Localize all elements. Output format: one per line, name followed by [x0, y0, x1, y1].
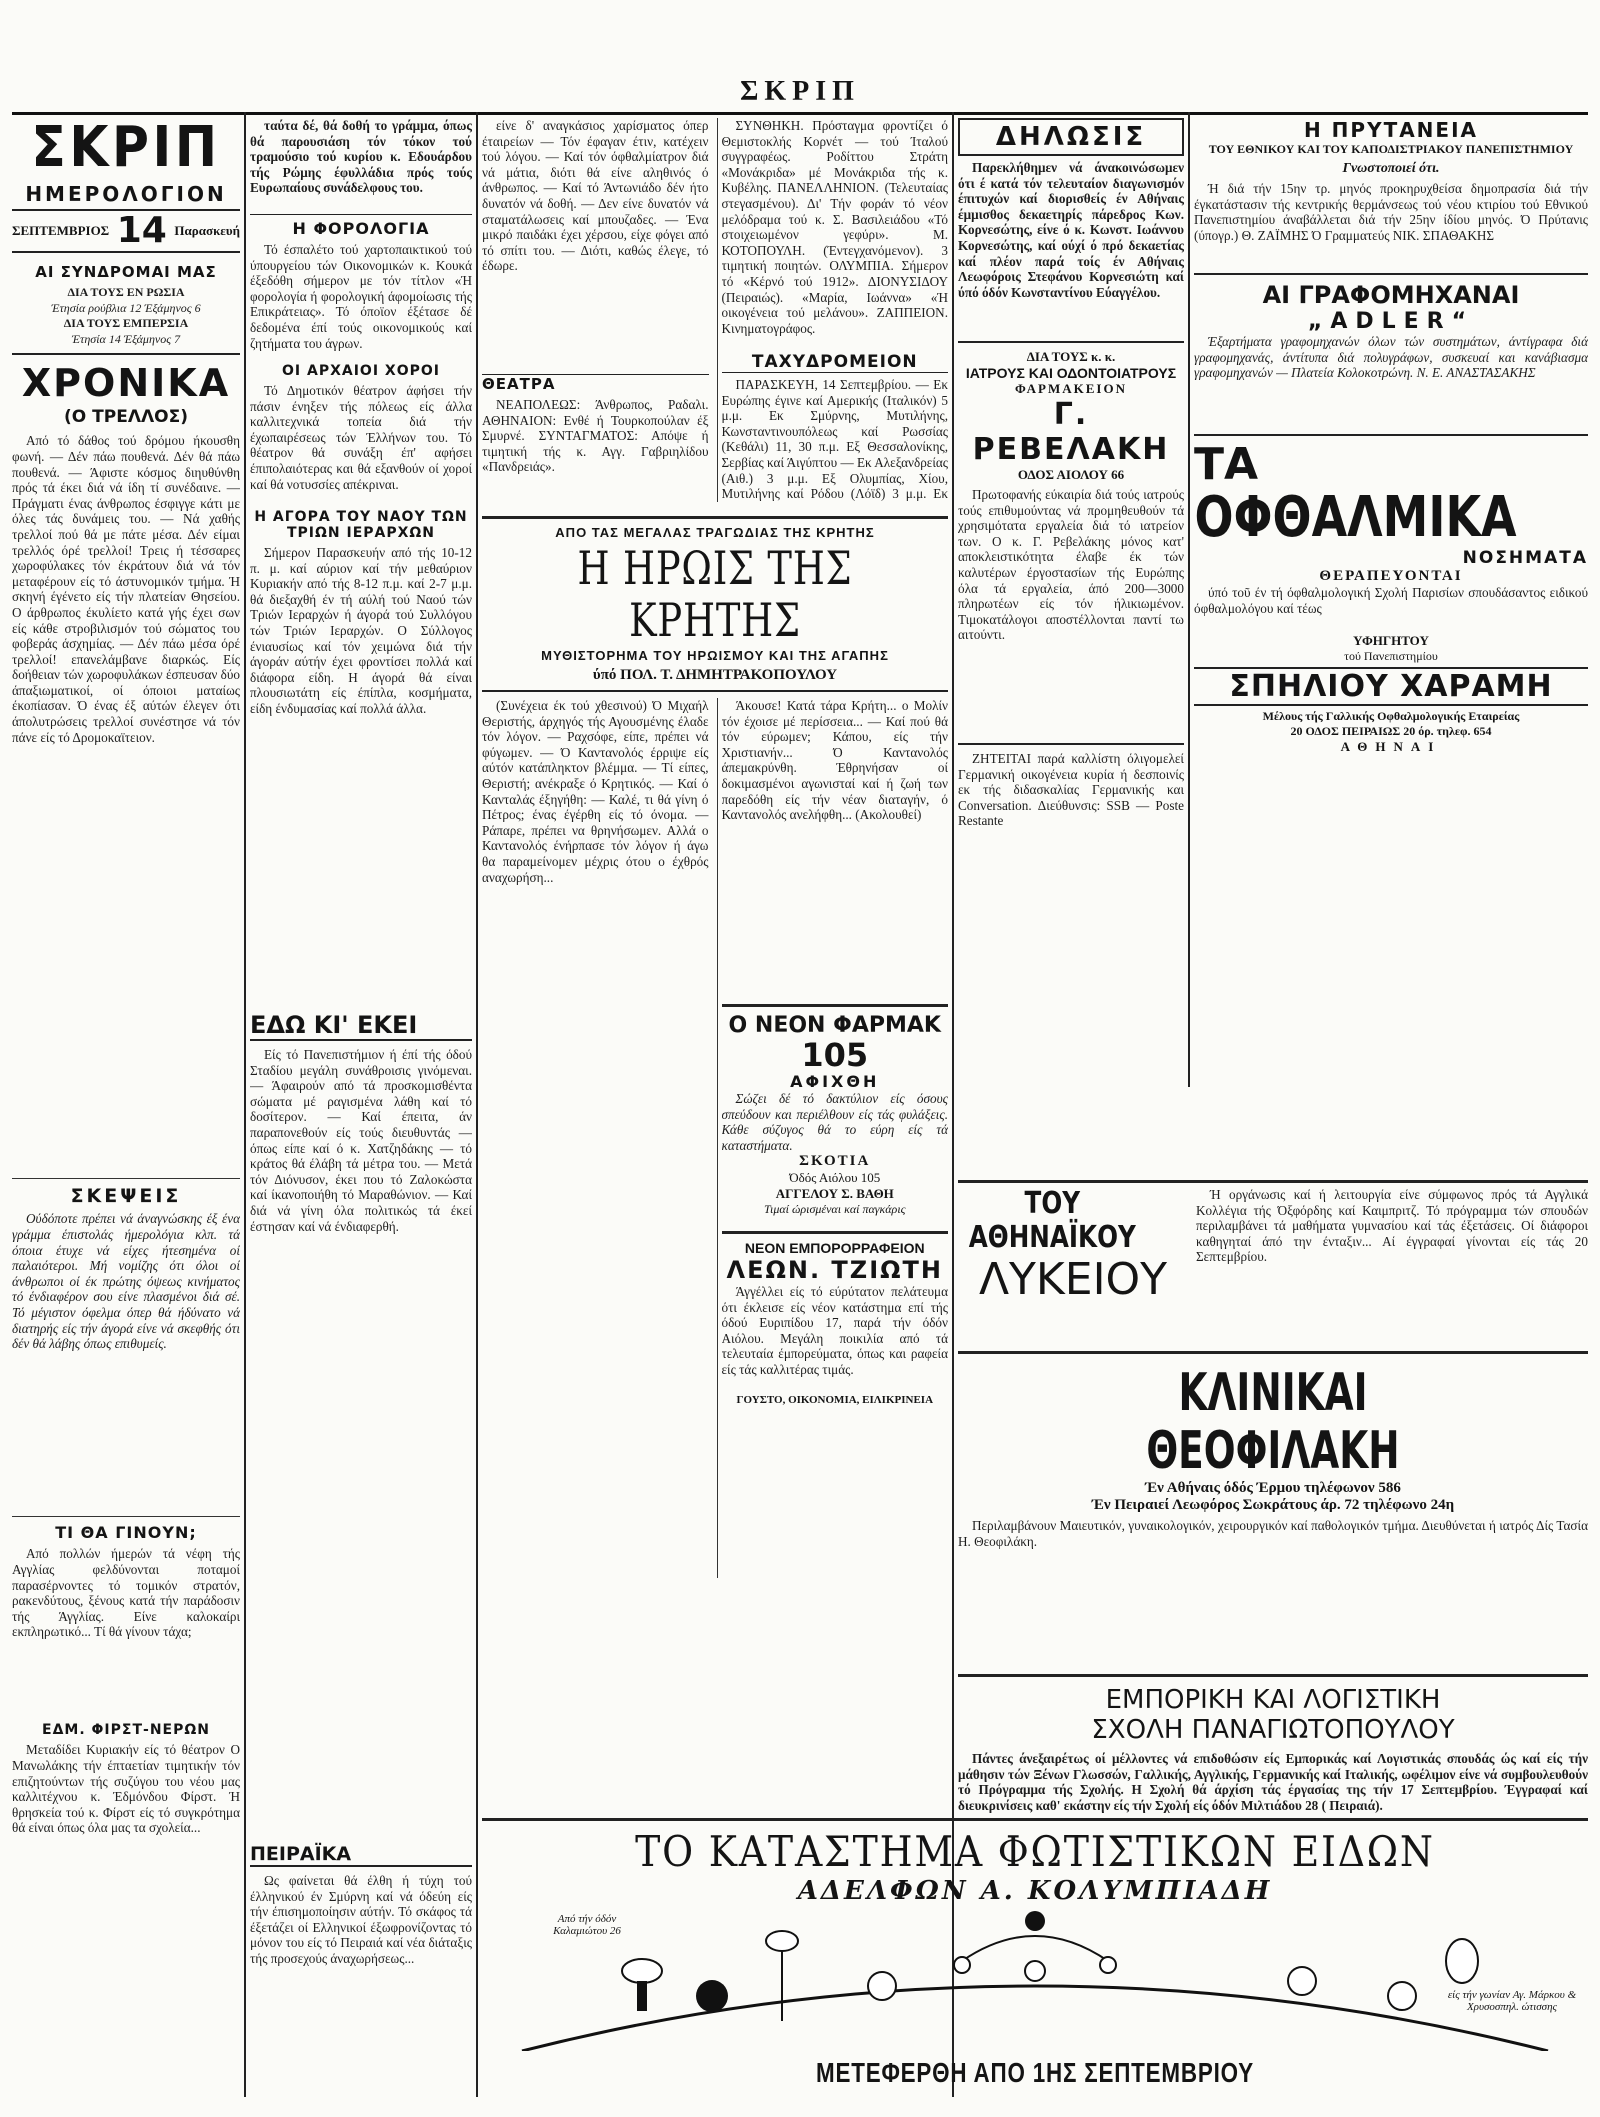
skotia-owner: ΑΓΓΕΛΟΥ Σ. ΒΑΘΗ	[775, 1186, 894, 1201]
adler-body: Έξαρτήματα γραφομηχανών όλων τών συστημάτων, άντίγραφα διά γραφομηχανάς, άντίτυπα διά πολυγράφων, συσκευαί και κανάβιασμα γραφομηχανών — Πλατεία Κολοκοτρώνη. Ν. Ε. ΑΝΑΣΤΑΣΑΚΗΣ	[1194, 334, 1588, 381]
ofthalmika-ta: ΤΑ	[1194, 439, 1259, 490]
serial-subtitle: ΜΥΘΙΣΤΟΡΗΜΑ ΤΟΥ ΗΡΩΙΣΜΟΥ ΚΑΙ ΤΗΣ ΑΓΑΠΗΣ	[541, 648, 889, 663]
lamp-icon	[766, 1931, 798, 2021]
sub-line: ΔΙΑ ΤΟΥΣ ΕΝ ΡΩΣΙΑ	[67, 285, 185, 299]
column-rule	[1188, 112, 1190, 1087]
calendar-label: ΗΜΕΡΟΛΟΓΙΟΝ	[25, 182, 227, 206]
emporo-body: Άγγέλλει είς τό εύρύτατον πελάτευμα ότι έκλεισε είς νέον κατάστημα επί τής όδού Ευριπίδου 17, παρά τήν όδόν Αιόλου. Μεγάλη ποικιλία από τά τελευταία έμπορεύματα, όπως και ραφεία είς τάς καλλιτέρας τιμάς.	[721, 1284, 948, 1377]
chronika-head: ΧΡΟΝΙΚΑ	[21, 361, 231, 406]
lamps-illustration	[482, 1901, 1588, 2051]
moved-notice: ΜΕΤΕΦΕΡΘΗ ΑΠΟ 1ΗΣ ΣΕΠΤΕΜΒΡΙΟΥ	[816, 2057, 1254, 2088]
revelaki-address: ΟΔΟΣ ΑΙΟΛΟΥ 66	[1017, 467, 1125, 482]
date-box	[12, 209, 240, 253]
from-address: Από τήν όδόν Καλαμιώτου 26	[553, 1913, 621, 1937]
column-1	[12, 118, 240, 2098]
agora-body: Σήμερον Παρασκευήν από τής 10-12 π. μ. καί αύριον καί τήν μεθαύριον Κυριακήν από τής 8-12 π.μ. καί 2-7 μ.μ. θά διεξαχθή έν τή αύλή τού Ναού τών Τριών Ιεραρχών ή άγορά τού Συλλόγου τών Τριών Ιεραρχών. Ο Σύλλογος ένιαυσίως καί τόν χειμώνα διά τήν άγοράν αύτήν έχει φροντίσει πολλά καί διάφορα είδη. Η άγορά θά είναι πλουσιωτάτη είς έπίπλα, κοσμήματα, είδη ένδυμασίας καί πολλά άλλα.	[250, 545, 472, 716]
month: ΣΕΠΤΕΜΒΡΙΟΣ	[12, 223, 110, 238]
sub-line: Έτησία 14 Έξάμηνος 7	[71, 331, 181, 346]
theatra-head: ΘΕΑΤΡΑ	[482, 374, 709, 393]
dilosis-body: Παρεκλήθημεν νά άνακοινώσωμεν ότι έ κατά τόν τελευταίον διαγωνισμόν έπιτυχών καί διορισθείς έν Αθήναις έμμισθος δεκαετηρίς πάρεδρος Κων. Κορνεσώτης, είνε ό κ. Κωνστ. Ιωάννου Κορνεσώτης, καί ούχί ό πρό δεκαετίας καί πλέον παρά τοίς έν Αθήναις Λεωφόροις Στεφάνου Κορνεσιώτη καί ύπό όδόν Κωνσταντίνου Εύαγγέλου.	[958, 160, 1184, 300]
ofthalmika-head: ΟΦΘΑΛΜΙΚΑ	[1194, 485, 1517, 550]
serial-title: Η ΗΡΩΙΣ ΤΗΣ ΚΡΗΤΗΣ	[577, 541, 853, 647]
prytaneia-announce: Γνωστοποιεί ότι.	[1342, 161, 1440, 176]
skotia-name: ΣΚΟΤΙΑ	[799, 1153, 871, 1169]
peiraika-body: Ως φαίνεται θά έλθη ή τύχη τού έλληνικού έν Σμύρνη καί νά όδεύη είς τήν έπισημοποίησιν αύτήν. Τό σκάφος τά έξετάζει οί Ελληνικοί έξωφρονίζοντας τό μόνον του είς τό Πειραιά καί νέα διάταξις τής προσεχούς άναχωρήσεως...	[250, 1873, 472, 1966]
chandelier-icon	[954, 1911, 1116, 1981]
intro-text: ταύτα δέ, θά δοθή το γράμμα, όπως θά παρουσιάση τόν τόκον τού τραμούσιο τού κυρίου κ. Εδουάρδου τής Ρώμης έφυλλάδια πρός τούς Ευρωπαίους συνάδελφους του.	[250, 118, 472, 196]
forologia-head: Η ΦΟΡΟΛΟΓΙΑ	[250, 214, 472, 238]
lykeion-title-1: ΤΟΥ ΑΘΗΝΑΪΚΟΥ	[968, 1186, 1136, 1255]
serial-body-left: (Συνέχεια έκ τού χθεσινού) Ό Μιχαήλ Θεριστής, άρχηγός τής Αγουσμένης έλαδε τόν λόγον. — Ραχσόφε, είπε, πρέπει νά φύγωμεν. — Ό Καντανολός έρριψε είς αύτόν κατάπληκτον βλέμμα. — Τί είπες, Θεριστή; ανέκραξε ό Κρητικός. — Καί ό Κανταλάς έξηγήθη: — Καλέ, τι θά γίνη ό Πέτρος; ένας έγέρθη είς τό όνομα. — Ράπαρε, πρέπει να θρηνήσωμεν. Αλλά ο Καντανολός ένήρπασε τόν λόγον ή άγω θα παραμείνομεν μέχρις ότου ο έχθρός αναχωρήση...	[482, 698, 709, 885]
spiliou-sub: Μέλους τής Γαλλικής Οφθαλμολογικής Εταιρείας	[1262, 709, 1520, 723]
lykeion-body: Ή οργάνωσις καί ή λειτουργία είνε σύμφωνος πρός τά Αγγλικά Κολλέγια τής Όξφόρδης καί Καιμπριτζ. Τό πρόγραμμα τών σπουδών περιλαμβάνει τά μαθήματα γυμνασίου καί τάς έξετάσεις. Οί διάφοροι καθηγηταί άπό την ένταξιν... Αί έγγραφαί γίνονται είς τάς 20 Σεπτεμβρίου.	[1196, 1187, 1588, 1265]
chronika-sub: (Ο ΤΡΕΛΛΟΣ)	[64, 407, 188, 428]
lamp-icon	[622, 1959, 662, 2011]
skepseis-head: ΣΚΕΨΕΙΣ	[70, 1185, 182, 1208]
revelaki-for: ΔΙΑ ΤΟΥΣ κ. κ.	[1026, 349, 1116, 364]
ofthalmika-body: ύπό τοῦ έν τή όφθαλμολογική Σχολή Παρισίων σπουδάσαντος ειδικού όφθαλμολόγου καί τέως	[1194, 585, 1588, 616]
prytaneia-head: Η ΠΡΥΤΑΝΕΙΑ	[1303, 118, 1479, 142]
prytaneia-body: Ή διά τήν 15ην τρ. μηνός προκηρυχθείσα δημοπρασία διά τήν έγκατάστασιν τής κεντρικής θερμάνσεως τού νέου κτιρίου τού Εθνικού Πανεπιστημίου άναβάλλεται διά τήν 25ην ίδίου μηνός. Ό Πρύτανις (ύπογρ.) Θ. ΖΑΪΜΗΣ Ό Γραμματεύς ΝΙΚ. ΣΠΑΘΑΚΗΣ	[1194, 181, 1588, 243]
column-rule	[476, 112, 478, 2097]
dilosis-head: ΔΗΛΩΣΙΣ	[958, 118, 1184, 156]
sub-line: ΔΙΑ ΤΟΥΣ ΕΜΠΕΡΣΙΑ	[63, 316, 189, 331]
peiraika-head: ΠΕΙΡΑΪΚΑ	[250, 1843, 472, 1867]
farmakis-number: 105	[801, 1036, 869, 1074]
klinikai-piraeus: Έν Πειραιεί Λεωφόρος Σωκράτους άρ. 72 τηλέφωνο 24η	[1091, 1497, 1455, 1513]
serial-author: ύπό ΠΟΛ. Τ. ΔΗΜΗΤΡΑΚΟΠΟΥΛΟΥ	[592, 667, 838, 683]
spiliou-name: ΣΠΗΛΙΟΥ ΧΑΡΑΜΗ	[1194, 667, 1588, 706]
column-2	[250, 118, 472, 2098]
taxydromeion-head: ΤΑΧΥΔΡΟΜΕΙΟΝ	[722, 352, 949, 373]
firts-body: Μεταδίδει Κυριακήν είς τό θέατρον Ο Μανωλάκης τήν έπταετίαν τιμητικήν τόν επιζητούντων τής συζύγου του νέου μας καλλιτέχνου κ. Έδμόνδου Φίρστ. Ή θρησκεία τού κ. Φίρστ είς τό συγκρότημα θά είναι όπως όλα μας τα σχολεία...	[12, 1742, 240, 1836]
tziotis-name: ΛΕΩΝ. ΤΖΙΩΤΗ	[726, 1256, 943, 1284]
yfigitou: ΥΦΗΓΗΤΟΥ	[1353, 633, 1429, 648]
theatra-body: ΝΕΑΠΟΛΕΩΣ: Άνθρωπος, Ραδαλι. ΑΘΗΝΑΙΟΝ: Ενθέ ή Τουρκοπούλαν έξ Σμυρνέ. ΣΥΝΤΑΓΜΑΤΟΣ: Απόψε ή τιμητική τής κ. Αγγ. Γαβριηλίδου «Πανδρειάς».	[482, 397, 709, 475]
klinikai-body: Περιλαμβάνουν Μαιευτικόν, γυναικολογικόν, χειρουργικόν καί παθολογικόν τμήμα. Διευθύνεται ή ιατρός Δίς Τασία Η. Θεοφιλάκη.	[958, 1518, 1588, 1549]
afixi-head: ΑΦΙΧΘΗ	[790, 1072, 880, 1091]
skotia-address: Όδός Αιόλου 105	[789, 1170, 881, 1185]
emporiki-head: ΕΜΠΟΡΙΚΗ ΚΑΙ ΛΟΓΙΣΤΙΚΗ	[1105, 1685, 1441, 1715]
misc-items: είνε δ' αναγκάσιος χαρίσματος όπερ έταιρείων — Τόν έφαγαν έτιν, κατέχειν τού λόγου. — Καί τόν όφθαλμίατρον διά νά μάτια, διότι θά είνε αληθινός ό άνθρωπος. — Καί τό Άντωνιάδο δέν ήτο δυνατόν νά δοθή. — Δεν είνε δυνατόν νά σταματάλωσεις καί μπουζαδες. — Ένα μικρό παιδάκι έχει χέρσου, είχε φόγει από τό σπίτι του. — Διότι, καθώς έλεγε, τό έδωρε.	[482, 118, 709, 274]
column-rule	[244, 112, 246, 2097]
to-address: είς τήν γωνίαν Αγ. Μάρκου & Χρυσοσπηλ. ώτισσης	[1447, 1989, 1577, 2013]
header-rule	[12, 112, 1588, 115]
chronika-body: Από τό δάθος τού δρόμου ήκουσθη φωνή. — Δέν πάω πουθενά. Δέν θά πάω πουθενά. — Άφιστε κόσμος διηυθύνθη πρός τά έκει διά νά ίδη τί συνέδαινε. — Πράγματι ένας άνθρωπος έσφιγγε κάτι με όλες τάς δυνάμεις του. — Νά χαθής τρελλοί πού θά με πάτε μέσα. Δέν είμαι τρελλός όρέ τρελλοί! Τρεις ή τέσσαρες χωροφύλακες τόν έκράτουν διά νά τόν μεταφέρουν είς τό άστυνομικόν τμήμα. Ή σκηνή έγένετο είς τήν πλατείαν Θησείου. Ο άρθρωπος έκυλίετο κατά γής έχει σων είς κάθε στροβιλισμόν τού σώματος του φοβεράς άσχημίας. — Δέν πάω μέσα όρέ τρελλοί! επανελάμβανε διαρκώς. Είς δοήθειαν τών χωροφυλάκων έσπευσαν δύο άπαξιωματικοί, οί όποιοι ματαίως έκοπίασαν. Ό ένας έξ αύτών έλεγεν ότι άπολυτρώσεις τρελλοί συνέστησε νά τόν πάνε είς τό Δρομοκαϊτειον.	[12, 433, 240, 745]
column-4	[958, 118, 1184, 1178]
column-5	[1194, 118, 1588, 1178]
zeteitai-ad: ΖΗΤΕΙΤΑΙ παρά καλλίστη όλιγομελεί Γερμανική οικογένεια κυρία ή δεσποινίς εκ τής διδασκαλίας Γερμανικής και Conversation. Διεύθυνσις: SSB — Poste Restante	[958, 751, 1184, 829]
prytaneia-sub: ΤΟΥ ΕΘΝΙΚΟΥ ΚΑΙ ΤΟΥ ΚΑΠΟΔΙΣΤΡΙΑΚΟΥ ΠΑΝΕΠΙΣΤΗΜΙΟΥ	[1208, 142, 1574, 156]
scholi-head: ΣΧΟΛΗ ΠΑΝΑΓΙΩΤΟΠΟΥΛΟΥ	[1091, 1715, 1455, 1745]
revelaki-name: Γ. ΡΕΒΕΛΑΚΗ	[972, 397, 1170, 467]
weekday: Παρασκευή	[174, 223, 240, 238]
revelaki-body: Πρωτοφανής εύκαιρία διά τούς ιατρούς τούς επιθυμούντας νά προμηθευθούν τά χρησιμότατα εργαλεία διά τό ιατρείον των. Ο κ. Γ. Ρεβελάκης μόνος κατ' αποκλειστικότητα έλαβε έκ τών καλυτέρων έργοστασίων τής Ευρώπης όλα τά εργαλεία, άπό 200—3000 πληρωτέων είς τόν ήλικιωμένον. Τιμοκατάλογοι αποστέλλονται παντί τω αιτούντι.	[958, 487, 1184, 643]
therapeuontai: ΘΕΡΑΠΕΥΟΝΤΑΙ	[1319, 568, 1463, 584]
skepseis-body: Ούδόποτε πρέπει νά άναγνώσκης έξ ένα γράμμα έπιστολάς ήμερολόγια κλπ. τά όποια έτυχε νά είχες ήτεσημένα οί παλαιότεροι. Μή νομίζης ότι όλοι οί άνθρωποι οί έκ πρώτης όψεως κινήματος τό ένδιαφέρον σου είνε πλασμένοι διά σέ. Τό μέγιστον όφελμα όπερ θά ήδύνατο νά διατηρής είς τήν άγορά είνε νά σκεφθής ότι δέν θά λάβης όπως επιθυμείς.	[12, 1211, 240, 1352]
taxydromeion-body: ΠΑΡΑΣΚΕΥΗ, 14 Σεπτεμβρίου. — Εκ Ευρώπης έγινε καί Αμερικής (Ιταλικόν) 5 μ.μ. Εκ Σμύρνης, Μυτιλήνης, Κωνσταντινουπόλεως καί Ρωσσίας (Κεθάλι) 11, 30 π.μ. Εξ Θεσσαλονίκης, Σερβίας καί Άιγύπτου — Εκ Αλεξανδρείας (Αιθ.) 3 μ.μ. Εξ Ολυμπίας, Χίου, Μυτιλήνης καί Ρόδου (Λόϊδ) 3 μ.μ. Εκ	[721, 377, 948, 502]
emporo-head: ΝΕΟΝ ΕΜΠΟΡΟΡΡΑΦΕΙΟΝ	[744, 1240, 925, 1256]
ti-tha-ginoun-body: Από πολλών ήμερών τά νέφη τής Αγγλίας φελδύνονται ποταμοί παρασέρνοντες τό τομικόν στρατόν, ρακενδύτους, ξένους κατά τήν παράδοσιν τής Άγγλίας. Είνε καλοκαίρι εκπληρωτικό... Τί θά γίνουν τάχα;	[12, 1546, 240, 1640]
forologia-body: Τό έσπαλέτο τού χαρτοπαικτικού τού ύπουργείου τών Οικονομικών κ. Κουκά έξεδόθη σήμερον με τόν τίτλον «Ή φορολογία ή φορολογική άφομοίωσις τής Επικράτειας». Τό όποϊον έξέτασε δέ δεδομένα έπί τούς οικονομικούς καί ζητήματα του άγρων.	[250, 242, 472, 351]
scholi-body: Πάντες άνεξαιρέτως οί μέλλοντες νά επιδοθώσιν είς Εμπορικάς καί Λογιστικάς σπουδάς ώς καί είς τήν μάθησιν τών Ξένων Γλωσσών, Γαλλικής, Αγγλικής, Γερμανικής καί Ιταλικής, ωφέλιμον είνε νά συμβουλευθούν τό Πρόγραμμα τής Σχολής. Η Σχολή θά άρχίση τάς έργασίας της τήν 17 Σεπτεμβρίου. Έγγραφαί καί διευκρινίσεις καθ' εκάστην είς τήν Σχολή είς όδόν Μιλτιάδου 28 ( Πειραιά).	[958, 1751, 1588, 1813]
spiliou-address: 20 ΟΔΟΣ ΠΕΙΡΑΙΩΣ 20 όρ. τηλεφ. 654	[1290, 724, 1492, 738]
athinai-label: ΑΘΗΝΑΙ	[1340, 739, 1442, 754]
column-3	[482, 118, 948, 1658]
lykeion-title-2: ΛΥΚΕΙΟΥ	[978, 1254, 1168, 1305]
revelaki-pharmacy: ΦΑΡΜΑΚΕΙΟΝ	[1015, 381, 1127, 396]
nosimata: ΝΟΣΗΜΑΤΑ	[1462, 548, 1588, 568]
mirror-lamp-icon	[1446, 1939, 1478, 1983]
serial-body-right: Άκουσε! Κατά τάρα Κρήτη... ο Μολίν τόν έχοισε μέ περίσσεια... — Καί πού θά τόν εύρωμεν; Κάπου, είς τήν Χριστιανήν... Ό Καντανολός άπεμακρύνθη. Έθρηνήσαν οί δοκιμασμένοι αγωνισταί καί ή ζωή των παρεδόθη είς τήν νέαν διαταγήν, ό Καντανολός ανελήφθη... (Ακολουθεί)	[721, 698, 948, 823]
day-number: 14	[116, 210, 167, 251]
xoroi-head: ΟΙ ΑΡΧΑΙΟΙ ΧΟΡΟΙ	[282, 363, 440, 379]
farmakis-title: Ο ΝΕΟΝ ΦΑΡΜΑΚ	[728, 1013, 941, 1038]
ti-tha-ginoun-head: ΤΙ ΘΑ ΓΙΝΟΥΝ;	[55, 1523, 197, 1543]
firts-head: ΕΔΜ. ΦΙΡΣΤ-ΝΕΡΩΝ	[42, 1722, 210, 1739]
subscriptions-head: ΑΙ ΣΥΝΔΡΟΜΑΙ ΜΑΣ	[35, 263, 217, 281]
lighting-owners: ΑΔΕΛΦΩΝ Α. ΚΟΛΥΜΠΙΑΔΗ	[797, 1876, 1273, 1906]
xoroi-body: Τό Δημοτικόν θέατρον άφήσει τήν πάσιν ένηξεν τής πόλεως είς άλλα καλλιτεχνικά τοπεία διά τήν έχωπαιρέσεως τών Έλλήνων του. Τό θέατρον θά συνάξη έπ' αφήσει έπιπολαιότερας και θά εξανθούν οί χοροί καί θά νοτυσσίες απέκριναι.	[250, 383, 472, 492]
agora-head: Η ΑΓΟΡΑ ΤΟΥ ΝΑΟΥ ΤΩΝ ΤΡΙΩΝ ΙΕΡΑΡΧΩΝ	[254, 509, 468, 541]
klinikai-head: ΚΛΙΝΙΚΑΙ ΘΕΟΦΙΛΑΚΗ	[1146, 1363, 1400, 1481]
masthead: ΣΚΡΙΠ	[31, 118, 221, 180]
sub-line: Έτησία ρούβλια 12 Έξάμηνος 6	[51, 300, 201, 315]
lighting-title: ΤΟ ΚΑΤΑΣΤΗΜΑ ΦΩΤΙΣΤΙΚΩΝ ΕΙΔΩΝ	[635, 1827, 1435, 1876]
emporo-motto: ΓΟΥΣΤΟ, ΟΙΚΟΝΟΜΙΑ, ΕΙΛΙΚΡΙΝΕΙΑ	[736, 1394, 934, 1406]
serial-header	[482, 516, 948, 684]
afixi-body: Σώζει δέ τό δακτύλιον είς όσους σπεύδουν και περιέλθουν είς τάς φυλάξεις. Κάθε σύζυγος θά το εύρη είς τά καταστήματα.	[721, 1091, 948, 1153]
edo-ki-ekei-body: Είς τό Πανεπιστήμιον ή έπί τής όδού Σταδίου μεγάλη συνάθροισις γινόμεναι. — Άφαιρούν από τά προσκομισθέντα σώματα μέ ραγισμένα λάθη καί τό δοσίτερον. — Καί έπειτα, άν παραπονεθούν είς τούς διευθυντάς — όπως είπε καί ό κ. Χατζηδάκης — τό κράτος θά έλάβη τά μέτρα του. — Μετά τόν Διόνυσον, έκει που τό Ζαλοκώστα καί ίκανοποιήθη τό Μαραθώνιον. — Καί διά νά γίνη όλα πολιτικώς τά έκεί έστησαν καί νά ένδιαφερθή.	[250, 1047, 472, 1234]
running-head: ΣΚΡΙΠ	[740, 76, 860, 107]
panepisthmiou: τού Πανεπιστημίου	[1344, 649, 1438, 663]
lighting-store-ad	[482, 1818, 1588, 2106]
column-rule	[952, 112, 954, 2097]
klinikai-athens: Έν Αθήναις όδός Έρμου τηλέφωνον 586	[1145, 1480, 1401, 1496]
adler-head: ΑΙ ΓΡΑΦΟΜΗΧΑΝΑΙ	[1262, 281, 1520, 309]
revelaki-audience: ΙΑΤΡΟΥΣ ΚΑΙ ΟΔΟΝΤΟΙΑΤΡΟΥΣ	[965, 365, 1177, 381]
edo-ki-ekei-head: ΕΔΩ ΚΙ' ΕΚΕΙ	[250, 1011, 472, 1041]
skotia-note: Τιμαί ώρισμέναι καί παγκάρις	[763, 1202, 906, 1216]
theatra-list: ΣΥΝΘΗΚΗ. Πρόσταγμα φροντίζει ό Θεμιστοκλής Κορνέτ — τού Ίταλού συγγραφέως. Ροδίττου Στράτη «Μονάκριδα» μέ Μονάκριδα τής κ. Κυβέλης. ΠΑΝΕΛΛΗΝΙΟΝ. (Τελευταίας στεγασμένου). Δι' Τήν φοράν τό νέον μελόδραμα τού κ. Σ. Βασιλειάδου «Τό στοιχειωμένον γεφύρι». Μ. ΚΟΤΟΠΟΥΛΗ. (Έντεγχανόμενον). 3 τιμητική ποιητών. ΟΛΥΜΠΙΑ. Σήμερον τό «Κέρνό τού 1912». ΔΙΟΝΥΣΙΔΟΥ (Πειραιώς). «Μαρία, Ιωάννα» «Ή οικογένεια τού μελάνου». ΖΑΠΠΕΙΟΝ. Κινηματογράφος.	[721, 118, 948, 336]
adler-brand: „ADLER“	[1307, 309, 1475, 334]
serial-kicker: ΑΠΟ ΤΑΣ ΜΕΓΑΛΑΣ ΤΡΑΓΩΔΙΑΣ ΤΗΣ ΚΡΗΤΗΣ	[555, 525, 875, 540]
